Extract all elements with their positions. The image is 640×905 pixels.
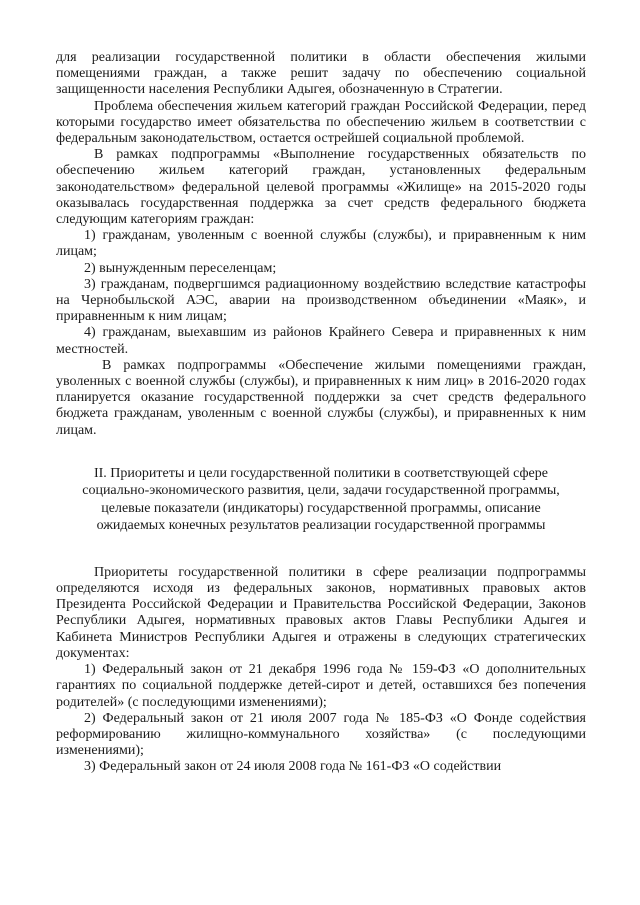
paragraph-continuation: для реализации государственной политики в области обеспечения жилыми помещениями граждан, а также решит задачу по обеспечению социальной защищенности населения Республики Адыгея, обозначенную в Стратегии. (56, 50, 586, 98)
list-item-law-159: 1) Федеральный закон от 21 декабря 1996 года № 159-ФЗ «О дополнительных гарантиях по социальной поддержке детей-сирот и детей, оставшихся без попечения родителей» (с последующими изменениями); (56, 662, 586, 710)
paragraph-subprogram-military: В рамках подпрограммы «Обеспечение жилыми помещениями граждан, уволенных с военной службы (службы), и приравненных к ним лиц» в 2016-2020 годах планируется оказание государственной поддержки за счет средств федерального бюджета гражданам, уволенным с военной службы (службы), и приравненных к ним лицам. (56, 357, 586, 438)
paragraph-housing-problem: Проблема обеспечения жильем категорий граждан Российской Федерации, перед которыми государство имеет обязательства по обеспечению жильем в соответствии с федеральным законодательством, остается острейшей социальной проблемой. (56, 98, 586, 147)
list-item-law-185: 2) Федеральный закон от 21 июля 2007 года № 185-ФЗ «О Фонде содействия реформированию жилищно-коммунального хозяйства» (с последующими изменениями); (56, 710, 586, 759)
list-item-3: 3) гражданам, подвергшимся радиационному воздействию вследствие катастрофы на Чернобыльской АЭС, аварии на производственном объединении «Маяк», и приравненным к ним лицам; (56, 276, 586, 325)
list-item-4: 4) гражданам, выехавшим из районов Крайнего Севера и приравненных к ним местностей. (56, 325, 586, 357)
spacer (56, 439, 586, 465)
list-item-law-161: 3) Федеральный закон от 24 июля 2008 года № 161-ФЗ «О содействии (84, 759, 502, 775)
document-page (56, 50, 586, 776)
list-item-2: 2) вынужденным переселенцам; (84, 260, 277, 276)
list-item-1: 1) гражданам, уволенным с военной службы (службы), и приравненным к ним лицам; (56, 228, 586, 260)
section-heading: II. Приоритеты и цели государственной политики в соответствующей сфере социально-экономического развития, цели, задачи государственной программы, целевые показатели (индикаторы) государственной программы, описание ожидаемых конечных результатов реализации государственной программы (82, 465, 560, 534)
spacer (56, 535, 586, 565)
paragraph-subprogram-obligations: В рамках подпрограммы «Выполнение государственных обязательств по обеспечению жильем категорий граждан, установленных федеральным законодательством» федеральной целевой программы «Жилище» на 2015-2020 годы оказывалась государственная поддержка за счет средств федерального бюджета следующим категориям граждан: (56, 147, 586, 228)
paragraph-priorities: Приоритеты государственной политики в сфере реализации подпрограммы определяются исходя из федеральных законов, нормативных правовых актов Президента Российской Федерации и Правительства Российской Федерации, Законов Республики Адыгея, нормативных правовых актов Главы Республики Адыгея и Кабинета Министров Республики Адыгея и отражены в следующих стратегических документах: (56, 564, 586, 661)
